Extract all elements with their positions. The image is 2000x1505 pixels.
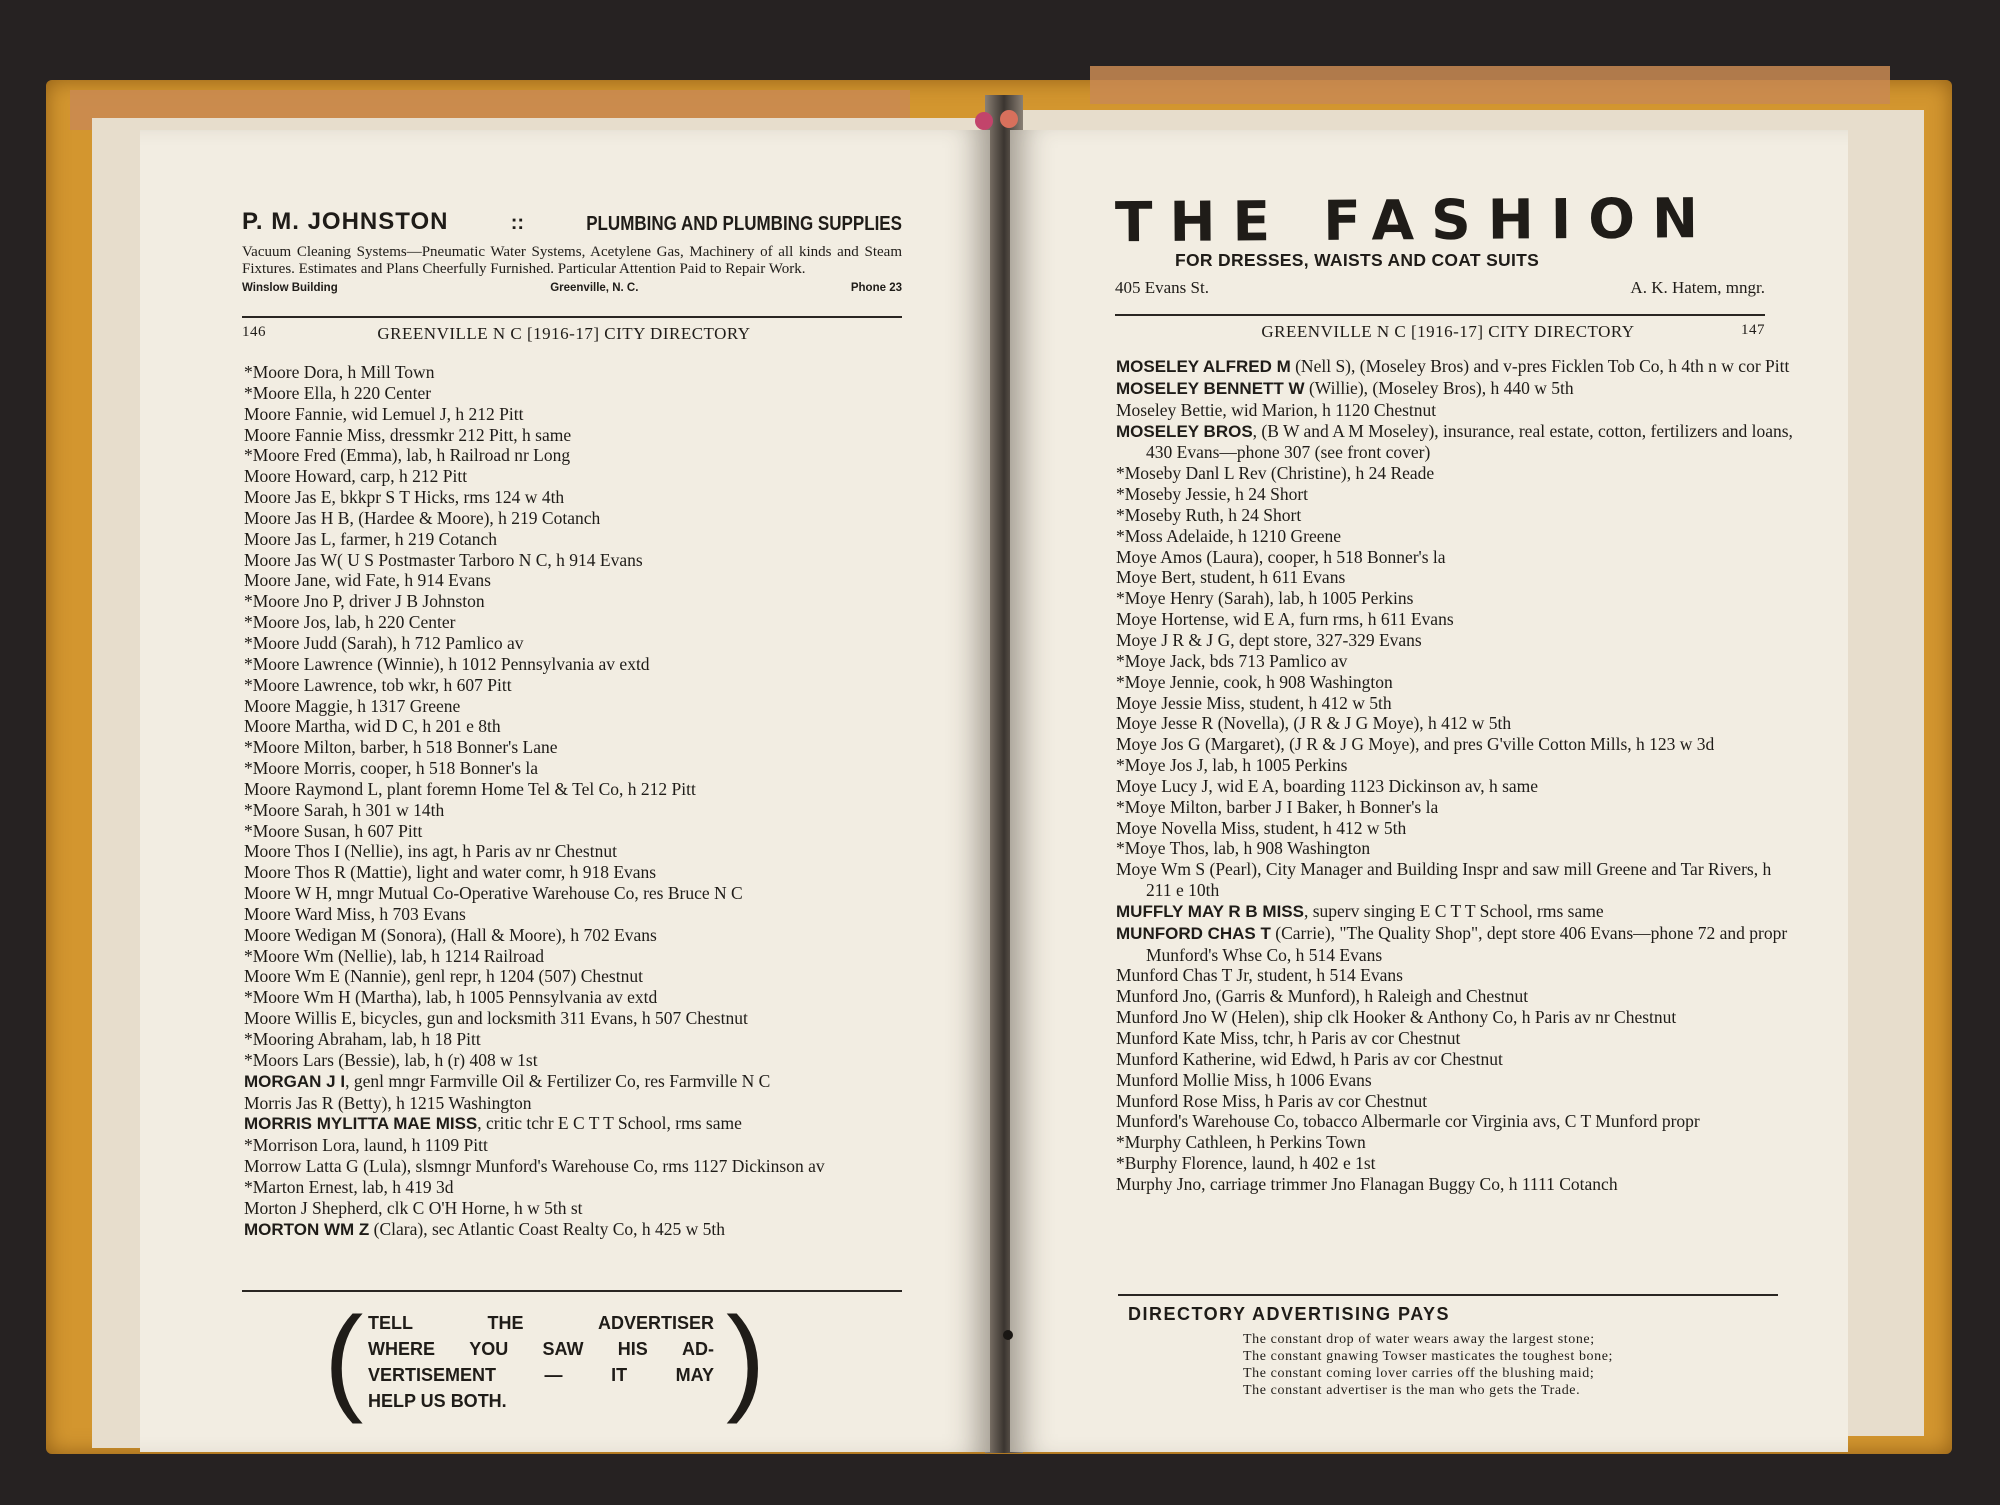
entry-text: *Moore Dora, h Mill Town bbox=[244, 362, 435, 382]
tell-advertiser-text bbox=[368, 1310, 714, 1414]
ad-separator: :: bbox=[510, 212, 525, 234]
entry-text: Moore Martha, wid D C, h 201 e 8th bbox=[244, 716, 501, 737]
entry-text: Munford Katherine, wid Edwd, h Paris av cor Chestnut bbox=[1116, 1048, 1503, 1069]
directory-entry bbox=[244, 529, 904, 550]
entry-text: *Morrison Lora, laund, h 1109 Pitt bbox=[244, 1135, 488, 1156]
entry-text: Moore Ward Miss, h 703 Evans bbox=[244, 903, 466, 924]
directory-entry bbox=[1116, 463, 1796, 484]
entry-text: Moore Thos R (Mattie), light and water comr, h 918 Evans bbox=[244, 862, 657, 883]
directory-entry bbox=[244, 550, 904, 571]
directory-entry bbox=[244, 675, 904, 696]
entry-text: *Moore Fred (Emma), lab, h Railroad nr Long bbox=[244, 445, 571, 466]
directory-entry bbox=[244, 696, 904, 717]
entry-text: Moore W H, mngr Mutual Co-Operative Warehouse Co, res Bruce N C bbox=[244, 883, 743, 904]
entry-text: , critic tchr E C T T School, rms same bbox=[477, 1113, 742, 1134]
entry-text: Moye Jos G (Margaret), (J R & J G Moye), and pres G'ville Cotton Mills, h 123 w 3d bbox=[1116, 734, 1715, 755]
directory-entry bbox=[244, 1177, 904, 1198]
directory-ad-title: DIRECTORY ADVERTISING PAYS bbox=[1128, 1304, 1451, 1324]
fashion-address: 405 Evans St. bbox=[1115, 278, 1209, 297]
right-bottom-rule bbox=[1118, 1294, 1778, 1296]
tell-word: ADVERTISER bbox=[597, 1313, 714, 1333]
entry-name-bold: MORTON WM Z bbox=[244, 1219, 370, 1239]
fashion-subtitle: FOR DRESSES, WAISTS AND COAT SUITS bbox=[1175, 250, 1540, 270]
cover-edge-right bbox=[1090, 66, 1890, 104]
directory-entry bbox=[244, 737, 904, 758]
entry-text: Moore Jas H B, (Hardee & Moore), h 219 Cotanch bbox=[244, 507, 601, 528]
directory-entry bbox=[1116, 838, 1796, 859]
tell-word: MAY bbox=[675, 1365, 714, 1385]
entry-name-bold: MORRIS MYLITTA MAE MISS bbox=[244, 1114, 478, 1134]
right-running-head bbox=[1115, 314, 1765, 342]
entry-name-bold: MUNFORD CHAS T bbox=[1116, 923, 1271, 943]
directory-entry bbox=[1116, 859, 1796, 901]
entry-text: *Mooring Abraham, lab, h 18 Pitt bbox=[244, 1029, 481, 1049]
directory-entry bbox=[1116, 400, 1796, 421]
entry-text: Moore Thos I (Nellie), ins agt, h Paris av nr Chestnut bbox=[244, 841, 617, 862]
tell-word: SAW bbox=[542, 1339, 584, 1359]
entry-text: Munford Jno, (Garris & Munford), h Raleigh and Chestnut bbox=[1116, 986, 1529, 1007]
directory-entry bbox=[1116, 1049, 1796, 1070]
directory-entry bbox=[244, 633, 904, 654]
directory-entry bbox=[244, 362, 904, 383]
entry-text: *Murphy Cathleen, h Perkins Town bbox=[1116, 1132, 1366, 1153]
tell-word: HELP US BOTH. bbox=[368, 1391, 507, 1411]
entry-text: *Moore Morris, cooper, h 518 Bonner's la bbox=[244, 758, 539, 779]
entry-text: Moye Jesse R (Novella), (J R & J G Moye), h 412 w 5th bbox=[1116, 713, 1512, 734]
directory-entry bbox=[244, 1071, 904, 1093]
entry-text: *Moore Susan, h 607 Pitt bbox=[244, 820, 423, 841]
ad-category: PLUMBING AND PLUMBING SUPPLIES bbox=[586, 212, 902, 235]
verse-line: The constant drop of water wears away the largest stone; bbox=[1243, 1332, 1595, 1347]
left-page bbox=[140, 130, 990, 1452]
entry-text: Moye Wm S (Pearl), City Manager and Building Inspr and saw mill Greene and Tar Rivers, h 211 e 10th bbox=[1116, 859, 1772, 901]
directory-entry bbox=[1116, 672, 1796, 693]
fashion-title: THE FASHION bbox=[1114, 186, 1716, 255]
directory-entry bbox=[244, 508, 904, 529]
directory-entry bbox=[1116, 734, 1796, 755]
entry-text: *Moye Henry (Sarah), lab, h 1005 Perkins bbox=[1116, 588, 1414, 609]
directory-entry bbox=[1116, 588, 1796, 609]
entry-text: Munford Chas T Jr, student, h 514 Evans bbox=[1116, 965, 1403, 986]
directory-entry bbox=[1116, 901, 1796, 923]
directory-entry bbox=[244, 1113, 904, 1135]
directory-entry bbox=[1116, 1028, 1796, 1049]
directory-entry bbox=[1116, 818, 1796, 839]
entry-text: *Moye Jack, bds 713 Pamlico av bbox=[1116, 650, 1348, 671]
close-parenthesis: ) bbox=[726, 1293, 766, 1425]
entry-text: *Moore Wm H (Martha), lab, h 1005 Pennsylvania av extd bbox=[244, 987, 658, 1008]
directory-entry bbox=[244, 883, 904, 904]
directory-entry bbox=[1116, 547, 1796, 568]
entry-text: Moore Willis E, bicycles, gun and locksmith 311 Evans, h 507 Chestnut bbox=[244, 1008, 748, 1029]
entry-text: Moye Novella Miss, student, h 412 w 5th bbox=[1116, 817, 1407, 838]
entry-text: Moye Hortense, wid E A, furn rms, h 611 Evans bbox=[1116, 609, 1454, 630]
entry-text: *Moore Jno P, driver J B Johnston bbox=[244, 591, 485, 612]
directory-entry bbox=[1116, 505, 1796, 526]
directory-entry bbox=[244, 779, 904, 800]
directory-entry bbox=[1116, 1174, 1796, 1195]
entry-text: Moore Jas W( U S Postmaster Tarboro N C, h 914 Evans bbox=[244, 549, 643, 570]
entry-text: *Moye Milton, barber J I Baker, h Bonner's la bbox=[1116, 796, 1439, 817]
ad-building: Winslow Building bbox=[242, 282, 338, 294]
directory-entry bbox=[1116, 421, 1796, 464]
entry-text: *Moore Lawrence, tob wkr, h 607 Pitt bbox=[244, 674, 512, 695]
entry-text: Moye J R & J G, dept store, 327-329 Evans bbox=[1116, 629, 1422, 650]
entry-text: Moye Jessie Miss, student, h 412 w 5th bbox=[1116, 692, 1392, 713]
directory-entry bbox=[244, 1135, 904, 1156]
directory-entry bbox=[1116, 797, 1796, 818]
entry-text: , genl mngr Farmville Oil & Fertilizer Co, res Farmville N C bbox=[345, 1070, 771, 1091]
right-entry-list bbox=[1116, 356, 1796, 1195]
entry-text: , superv singing E C T T School, rms same bbox=[1303, 900, 1604, 921]
directory-entry bbox=[244, 570, 904, 591]
entry-text: *Moore Judd (Sarah), h 712 Pamlico av bbox=[244, 632, 524, 653]
directory-entry bbox=[1116, 965, 1796, 986]
tell-word: THE bbox=[487, 1313, 524, 1333]
ad-body: Vacuum Cleaning Systems—Pneumatic Water Systems, Acetylene Gas, Machinery of all kinds and Steam Fixtures. Estimates and Plans Cheerfully Furnished. Particular Attention Paid to Repair Work. bbox=[242, 244, 902, 277]
directory-entry bbox=[244, 1198, 904, 1219]
entry-text: Moore Jane, wid Fate, h 914 Evans bbox=[244, 570, 491, 591]
tell-word: HIS bbox=[617, 1339, 648, 1359]
directory-entry bbox=[1116, 1153, 1796, 1174]
directory-entry bbox=[244, 1029, 904, 1050]
verse-line: The constant advertiser is the man who gets the Trade. bbox=[1243, 1383, 1581, 1398]
directory-entry bbox=[1116, 378, 1796, 400]
left-running-head bbox=[242, 316, 902, 344]
directory-entry bbox=[1116, 1091, 1796, 1112]
entry-text: , (B W and A M Moseley), insurance, real estate, cotton, fertilizers and loans, 430 Evans—phone 307 (see front cover) bbox=[1146, 420, 1793, 463]
tell-line bbox=[368, 1336, 714, 1362]
directory-entry bbox=[244, 987, 904, 1008]
directory-entry bbox=[244, 925, 904, 946]
tell-advertiser-box bbox=[240, 1293, 900, 1440]
verse-line: The constant gnawing Towser masticates the toughest bone; bbox=[1243, 1349, 1614, 1364]
entry-text: *Moseby Jessie, h 24 Short bbox=[1116, 484, 1309, 505]
entry-text: Moye Amos (Laura), cooper, h 518 Bonner's la bbox=[1116, 546, 1446, 567]
entry-text: Munford Kate Miss, tchr, h Paris av cor Chestnut bbox=[1116, 1028, 1461, 1048]
entry-text: Moore Wedigan M (Sonora), (Hall & Moore), h 702 Evans bbox=[244, 924, 657, 945]
directory-entry bbox=[244, 404, 904, 425]
entry-text: (Clara), sec Atlantic Coast Realty Co, h 425 w 5th bbox=[369, 1218, 726, 1239]
entry-text: Moore Fannie Miss, dressmkr 212 Pitt, h same bbox=[244, 424, 572, 445]
directory-entry bbox=[1116, 1070, 1796, 1091]
directory-entry bbox=[1116, 356, 1796, 378]
directory-entry bbox=[1116, 986, 1796, 1007]
entry-text: *Moye Jennie, cook, h 908 Washington bbox=[1116, 671, 1393, 692]
entry-text: *Marton Ernest, lab, h 419 3d bbox=[244, 1176, 454, 1197]
entry-text: Moore Jas E, bkkpr S T Hicks, rms 124 w 4th bbox=[244, 487, 565, 508]
entry-text: Morris Jas R (Betty), h 1215 Washington bbox=[244, 1092, 532, 1113]
entry-text: Murphy Jno, carriage trimmer Jno Flanagan Buggy Co, h 1111 Cotanch bbox=[1116, 1173, 1618, 1194]
directory-entry bbox=[1116, 1007, 1796, 1028]
entry-name-bold: MOSELEY BENNETT W bbox=[1116, 378, 1305, 398]
entry-text: *Moore Wm (Nellie), lab, h 1214 Railroad bbox=[244, 945, 545, 966]
entry-name-bold: MORGAN J I bbox=[244, 1071, 346, 1091]
tell-word: YOU bbox=[469, 1339, 509, 1359]
entry-text: (Nell S), (Moseley Bros) and v-pres Ficklen Tob Co, h 4th n w cor Pitt bbox=[1290, 356, 1790, 376]
directory-entry bbox=[1116, 776, 1796, 797]
entry-text: *Moore Sarah, h 301 w 14th bbox=[244, 799, 445, 820]
directory-entry bbox=[244, 383, 904, 404]
directory-entry bbox=[1116, 526, 1796, 547]
entry-name-bold: MOSELEY ALFRED M bbox=[1116, 357, 1291, 376]
running-head-title: GREENVILLE N C [1916-17] CITY DIRECTORY bbox=[377, 324, 751, 343]
entry-text: Munford Rose Miss, h Paris av cor Chestnut bbox=[1116, 1090, 1428, 1111]
fashion-address-line bbox=[1115, 278, 1765, 298]
binding-thread bbox=[1000, 110, 1018, 128]
entry-text: *Moseby Danl L Rev (Christine), h 24 Reade bbox=[1116, 463, 1435, 484]
left-bottom-rule bbox=[242, 1290, 902, 1292]
tell-line bbox=[368, 1388, 714, 1414]
entry-text: Moore Howard, carp, h 212 Pitt bbox=[244, 466, 468, 487]
entry-text: Munford Mollie Miss, h 1006 Evans bbox=[1116, 1069, 1372, 1090]
entry-name-bold: MUFFLY MAY R B MISS bbox=[1116, 901, 1304, 921]
directory-entry bbox=[1116, 567, 1796, 588]
tell-line bbox=[368, 1310, 714, 1336]
directory-entry bbox=[244, 1050, 904, 1071]
entry-text: Moseley Bettie, wid Marion, h 1120 Chestnut bbox=[1116, 399, 1437, 420]
entry-text: (Willie), (Moseley Bros), h 440 w 5th bbox=[1304, 377, 1574, 398]
entry-text: Moye Lucy J, wid E A, boarding 1123 Dickinson av, h same bbox=[1116, 775, 1539, 796]
directory-entry bbox=[244, 1008, 904, 1029]
directory-entry bbox=[244, 821, 904, 842]
directory-advertising-box bbox=[1128, 1304, 1768, 1399]
directory-entry bbox=[244, 966, 904, 987]
directory-entry bbox=[244, 862, 904, 883]
binding-hole bbox=[1003, 1330, 1013, 1340]
entry-text: *Moors Lars (Bessie), lab, h (r) 408 w 1st bbox=[244, 1049, 538, 1070]
ad-city: Greenville, N. C. bbox=[550, 282, 639, 294]
entry-text: *Moore Milton, barber, h 518 Bonner's Lane bbox=[244, 737, 558, 758]
entry-text: Morton J Shepherd, clk C O'H Horne, h w 5th st bbox=[244, 1197, 583, 1218]
verse-line: The constant coming lover carries off the blushing maid; bbox=[1243, 1366, 1595, 1381]
directory-entry bbox=[1116, 651, 1796, 672]
directory-entry bbox=[244, 904, 904, 925]
entry-text: Morrow Latta G (Lula), slsmngr Munford's Warehouse Co, rms 1127 Dickinson av bbox=[244, 1156, 825, 1177]
entry-text: Moore Maggie, h 1317 Greene bbox=[244, 695, 461, 716]
entry-text: Moore Fannie, wid Lemuel J, h 212 Pitt bbox=[244, 403, 524, 424]
directory-entry bbox=[244, 466, 904, 487]
entry-text: Munford Jno W (Helen), ship clk Hooker & Anthony Co, h Paris av nr Chestnut bbox=[1116, 1007, 1677, 1028]
directory-entry bbox=[1116, 923, 1796, 966]
directory-entry bbox=[1116, 693, 1796, 714]
page-number: 147 bbox=[1740, 322, 1765, 338]
fashion-manager: A. K. Hatem, mngr. bbox=[1630, 278, 1765, 297]
directory-entry bbox=[244, 654, 904, 675]
right-page bbox=[1010, 130, 1848, 1452]
directory-entry bbox=[244, 946, 904, 967]
directory-entry bbox=[244, 612, 904, 633]
entry-text: *Moore Ella, h 220 Center bbox=[244, 382, 432, 403]
entry-text: Munford's Warehouse Co, tobacco Albermarle cor Virginia avs, C T Munford propr bbox=[1116, 1111, 1700, 1132]
entry-text: Moore Wm E (Nannie), genl repr, h 1204 (507) Chestnut bbox=[244, 966, 643, 987]
tell-word: TELL bbox=[368, 1313, 413, 1333]
johnston-ad bbox=[242, 208, 902, 294]
directory-entry bbox=[244, 591, 904, 612]
entry-text: *Moore Lawrence (Winnie), h 1012 Pennsylvania av extd bbox=[244, 653, 650, 674]
tell-word: AD- bbox=[681, 1339, 714, 1359]
left-entry-list bbox=[244, 362, 904, 1240]
open-parenthesis: ( bbox=[324, 1293, 364, 1425]
ad-name: P. M. JOHNSTON bbox=[242, 208, 449, 235]
tell-line bbox=[368, 1362, 714, 1388]
tell-word: VERTISEMENT bbox=[368, 1365, 497, 1385]
directory-entry bbox=[1116, 713, 1796, 734]
directory-entry bbox=[1116, 1111, 1796, 1132]
directory-entry bbox=[1116, 609, 1796, 630]
binding-thread bbox=[975, 112, 993, 130]
entry-text: *Moseby Ruth, h 24 Short bbox=[1116, 504, 1302, 525]
entry-text: Moore Raymond L, plant foremn Home Tel & Tel Co, h 212 Pitt bbox=[244, 778, 696, 799]
entry-text: *Moye Jos J, lab, h 1005 Perkins bbox=[1116, 755, 1348, 776]
directory-entry bbox=[244, 445, 904, 466]
entry-text: *Moye Thos, lab, h 908 Washington bbox=[1116, 838, 1371, 859]
ad-phone: Phone 23 bbox=[850, 282, 902, 294]
directory-entry bbox=[1116, 484, 1796, 505]
directory-entry bbox=[244, 1156, 904, 1177]
tell-word: IT bbox=[611, 1365, 628, 1385]
directory-entry bbox=[244, 841, 904, 862]
entry-text: *Moss Adelaide, h 1210 Greene bbox=[1116, 525, 1342, 546]
entry-text: (Carrie), "The Quality Shop", dept store 406 Evans—phone 72 and propr Munford's Whse Co, h 514 Evans bbox=[1146, 922, 1788, 965]
directory-entry bbox=[1116, 1132, 1796, 1153]
entry-text: *Moore Jos, lab, h 220 Center bbox=[244, 612, 456, 633]
directory-entry bbox=[244, 487, 904, 508]
entry-text: Moye Bert, student, h 611 Evans bbox=[1116, 567, 1346, 588]
entry-name-bold: MOSELEY BROS bbox=[1116, 421, 1253, 441]
tell-word: WHERE bbox=[368, 1339, 435, 1359]
directory-entry bbox=[244, 425, 904, 446]
tell-word: — bbox=[544, 1365, 563, 1385]
directory-entry bbox=[244, 800, 904, 821]
entry-text: *Burphy Florence, laund, h 402 e 1st bbox=[1116, 1153, 1376, 1174]
directory-ad-verse bbox=[1243, 1331, 1768, 1399]
directory-entry bbox=[244, 1093, 904, 1114]
entry-text: Moore Jas L, farmer, h 219 Cotanch bbox=[244, 528, 497, 549]
directory-entry bbox=[1116, 755, 1796, 776]
page-number: 146 bbox=[242, 324, 266, 340]
directory-entry bbox=[244, 758, 904, 779]
running-head-title: GREENVILLE N C [1916-17] CITY DIRECTORY bbox=[1261, 322, 1635, 341]
directory-entry bbox=[244, 716, 904, 737]
directory-entry bbox=[1116, 630, 1796, 651]
directory-entry bbox=[244, 1219, 904, 1241]
